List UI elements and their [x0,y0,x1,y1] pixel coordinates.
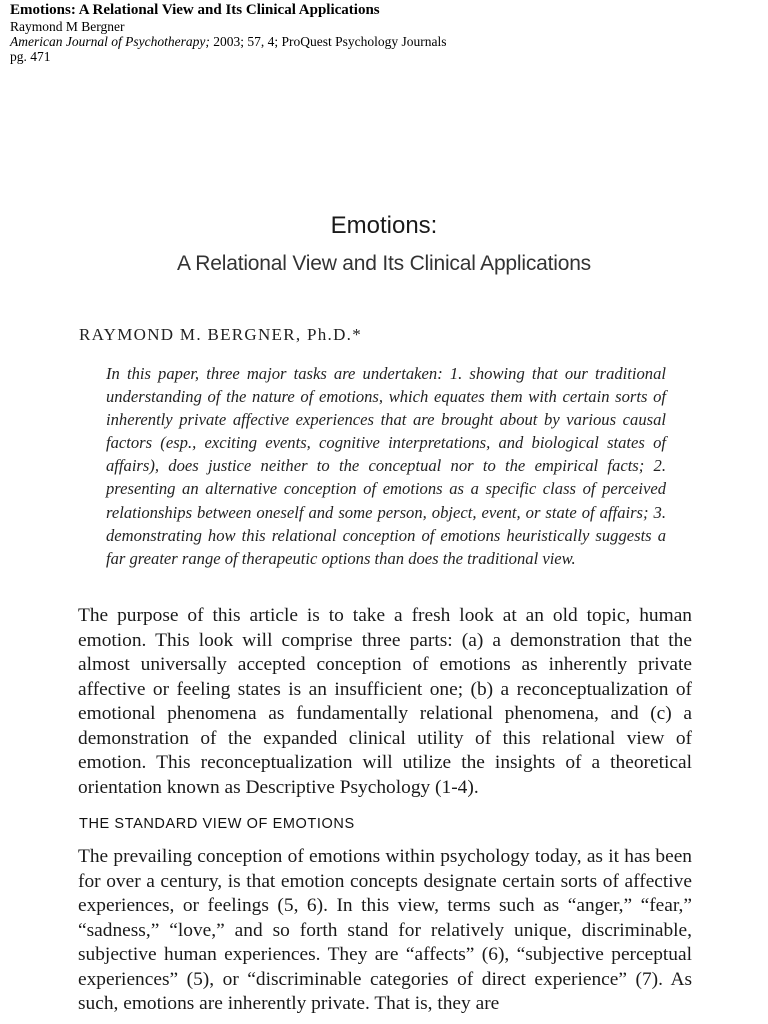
intro-paragraph: The purpose of this article is to take a fresh look at an old topic, human emotion. This look will comprise three parts: (a) a demonstration that the almost universally accepted conception of emotions as inherently private affective or feeling states is an insufficient one; (b) a reconceptualization of emotional phenomena as fundamentally relational phenomena, and (c) a demonstration of the expanded clinical utility of this relational view of emotion. This reconceptualization will utilize the insights of a theoretical orientation known as Descriptive Psychology (1-4). [78,605,692,798]
section-heading: THE STANDARD VIEW OF EMOTIONS [79,816,355,832]
citation-volume: 2003; 57, 4; ProQuest Psychology Journals [209,34,447,49]
standard-view-paragraph: The prevailing conception of emotions within psychology today, as it has been for over a century, is that emotion concepts designate certain sorts of affective experiences, or feelings (5, 6). In this view, terms such as “anger,” “fear,” “sadness,” “love,” and so forth stand for relatively unique, discriminable, subjective human experiences. They are “affects” (6), “subjective perceptual experiences” (5), or “discriminable categories of direct experience” (7). As such, emotions are inherently private. That is, they are [78,846,692,1014]
citation-header [10,2,446,64]
citation-page: pg. 471 [10,49,51,64]
citation-title: Emotions: A Relational View and Its Clinical Applications [10,2,380,18]
article-title: Emotions: [330,212,438,239]
article-author: RAYMOND M. BERGNER, Ph.D.* [79,325,363,344]
abstract: In this paper, three major tasks are undertaken: 1. showing that our traditional understanding of the nature of emotions, which equates them with certain sorts of inherently private affective experiences that are brought about by various causal factors (esp., exciting events, cognitive interpretations, and biological states of affairs), does justice neither to the conceptual nor to the empirical facts; 2. presenting an alternative conception of emotions as a specific class of perceived relationships between oneself and some person, object, event, or state of affairs; 3. demonstrating how this relational conception of emotions heuristically suggests a far greater range of therapeutic options than does the traditional view. [106,364,666,568]
citation-journal: American Journal of Psychotherapy; [10,34,210,49]
citation-source [10,34,446,49]
article-subtitle: A Relational View and Its Clinical Applications [177,252,591,275]
citation-author: Raymond M Bergner [10,19,125,34]
